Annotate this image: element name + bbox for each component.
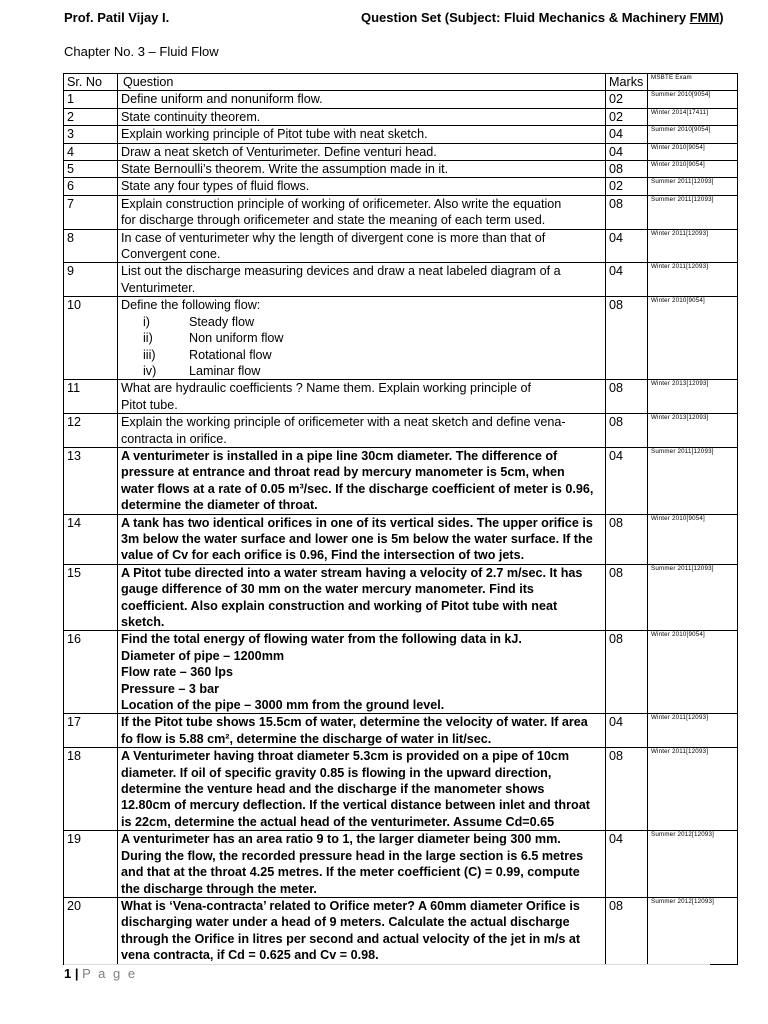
question-line: Explain the working principle of orificemeter with a neat sketch and define vena-	[121, 415, 566, 430]
sr-no-cell: 18	[64, 748, 118, 831]
exam-cell: Summer 2012[12093]	[648, 831, 738, 898]
question-line: determine the diameter of throat.	[121, 498, 318, 513]
marks-cell: 04	[606, 143, 648, 160]
subject-code: FMM	[689, 10, 720, 25]
exam-cell: Summer 2011[12093]	[648, 447, 738, 514]
exam-cell: Winter 2011[12093]	[648, 748, 738, 831]
marks-cell: 04	[606, 714, 648, 748]
table-row	[64, 178, 738, 195]
header-marks: Marks	[606, 74, 648, 91]
question-cell	[118, 380, 606, 414]
marks-cell: 02	[606, 178, 648, 195]
sr-no-cell: 5	[64, 161, 118, 178]
marks-cell: 08	[606, 297, 648, 380]
question-line: for discharge through orificemeter and state the meaning of each term used.	[121, 213, 546, 228]
sub-item-text: Non uniform flow	[189, 331, 284, 346]
question-cell	[118, 414, 606, 448]
sr-no-cell: 6	[64, 178, 118, 195]
question-line: During the flow, the recorded pressure head in the large section is 6.5 metres	[121, 848, 584, 863]
question-line: List out the discharge measuring devices and draw a neat labeled diagram of a	[121, 264, 561, 279]
exam-cell: Summer 2010[9054]	[648, 91, 738, 108]
sub-item	[121, 330, 602, 346]
header-question: Question	[118, 74, 606, 91]
question-line: What are hydraulic coefficients ? Name them. Explain working principle of	[121, 381, 531, 396]
header-sr-no: Sr. No	[64, 74, 118, 91]
marks-cell: 08	[606, 195, 648, 229]
question-cell	[118, 143, 606, 160]
question-cell	[118, 748, 606, 831]
sr-no-cell: 4	[64, 143, 118, 160]
question-line: Pitot tube.	[121, 397, 178, 412]
question-line: coefficient. Also explain construction and working of Pitot tube with neat	[121, 598, 558, 613]
marks-cell: 08	[606, 748, 648, 831]
question-line: If the Pitot tube shows 15.5cm of water, determine the velocity of water. If area	[121, 715, 588, 730]
question-line: A Venturimeter having throat diameter 5.3cm is provided on a pipe of 10cm	[121, 749, 570, 764]
question-line: Explain construction principle of working of orificemeter. Also write the equation	[121, 196, 562, 211]
table-row	[64, 195, 738, 229]
sub-item-text: Rotational flow	[189, 347, 272, 362]
question-line: Venturimeter.	[121, 280, 196, 295]
question-line: is 22cm, determine the actual head of the venturimeter. Assume Cd=0.65	[121, 814, 555, 829]
question-cell	[118, 91, 606, 108]
question-cell	[118, 897, 606, 964]
question-cell	[118, 447, 606, 514]
table-row	[64, 380, 738, 414]
table-row	[64, 831, 738, 898]
question-cell	[118, 297, 606, 380]
table-row	[64, 897, 738, 964]
exam-cell: Winter 2010[9054]	[648, 631, 738, 714]
sr-no-cell: 17	[64, 714, 118, 748]
marks-cell: 08	[606, 380, 648, 414]
exam-cell: Summer 2011[12093]	[648, 564, 738, 631]
sub-item-number: iii)	[143, 347, 156, 362]
question-line: water flows at a rate of 0.05 m³/sec. If the discharge coefficient of meter is 0.96,	[121, 481, 594, 496]
table-row	[64, 108, 738, 125]
marks-cell: 08	[606, 631, 648, 714]
exam-cell: Winter 2011[12093]	[648, 714, 738, 748]
table-row	[64, 714, 738, 748]
page-header	[64, 10, 724, 30]
marks-cell: 04	[606, 831, 648, 898]
question-line: contracta in orifice.	[121, 431, 227, 446]
subject-suffix: )	[719, 10, 724, 25]
marks-cell: 04	[606, 229, 648, 263]
exam-cell: Winter 2014[17411]	[648, 108, 738, 125]
sr-no-cell: 1	[64, 91, 118, 108]
chapter-title: Chapter No. 3 – Fluid Flow	[64, 44, 219, 59]
question-line: discharging water under a head of 9 meters. Calculate the actual discharge	[121, 915, 570, 930]
page-number: 1	[64, 966, 72, 981]
question-line: State Bernoulli’s theorem. Write the assumption made in it.	[121, 162, 449, 177]
sub-item-text: Steady flow	[189, 314, 255, 329]
question-line: the discharge through the meter.	[121, 881, 317, 896]
question-line: Pressure – 3 bar	[121, 681, 220, 696]
question-line: Find the total energy of flowing water from the following data in kJ.	[121, 632, 522, 647]
exam-cell: Winter 2011[12093]	[648, 263, 738, 297]
footer-divider	[64, 964, 710, 965]
page-separator: |	[71, 966, 83, 981]
exam-cell: Winter 2010[9054]	[648, 514, 738, 564]
question-line: gauge difference of 30 mm on the water mercury manometer. Find its	[121, 582, 534, 597]
sr-no-cell: 8	[64, 229, 118, 263]
sr-no-cell: 7	[64, 195, 118, 229]
question-table-body	[64, 91, 738, 964]
question-line: vena contracta, if Cd = 0.625 and Cv = 0.98.	[121, 948, 379, 963]
marks-cell: 04	[606, 447, 648, 514]
sr-no-cell: 16	[64, 631, 118, 714]
exam-cell: Summer 2011[12093]	[648, 178, 738, 195]
table-row	[64, 161, 738, 178]
table-row	[64, 631, 738, 714]
sub-item	[121, 314, 602, 330]
marks-cell: 08	[606, 161, 648, 178]
question-line: In case of venturimeter why the length of divergent cone is more than that of	[121, 230, 546, 245]
table-header-row	[64, 74, 738, 91]
marks-cell: 04	[606, 263, 648, 297]
question-line: and that at the throat 4.25 metres. If the meter coefficient (C) = 0.99, compute	[121, 865, 580, 880]
table-row	[64, 297, 738, 380]
question-cell	[118, 631, 606, 714]
table-row	[64, 514, 738, 564]
sub-item	[121, 363, 602, 379]
exam-cell: Winter 2011[12093]	[648, 229, 738, 263]
question-line: Draw a neat sketch of Venturimeter. Define venturi head.	[121, 144, 437, 159]
question-line: A Pitot tube directed into a water stream having a velocity of 2.7 m/sec. It has	[121, 565, 583, 580]
question-line: A venturimeter is installed in a pipe line 30cm diameter. The difference of	[121, 448, 558, 463]
question-line: Flow rate – 360 lps	[121, 665, 233, 680]
marks-cell: 08	[606, 414, 648, 448]
sr-no-cell: 15	[64, 564, 118, 631]
question-line: Diameter of pipe – 1200mm	[121, 648, 285, 663]
question-cell	[118, 195, 606, 229]
sr-no-cell: 9	[64, 263, 118, 297]
question-line: sketch.	[121, 615, 165, 629]
question-cell	[118, 714, 606, 748]
sr-no-cell: 10	[64, 297, 118, 380]
table-row	[64, 263, 738, 297]
table-row	[64, 126, 738, 143]
question-cell	[118, 514, 606, 564]
table-row	[64, 91, 738, 108]
question-line: What is ‘Vena-contracta’ related to Orifice meter? A 60mm diameter Orifice is	[121, 898, 580, 913]
sub-item-number: ii)	[143, 331, 153, 346]
question-cell	[118, 564, 606, 631]
question-line: Explain working principle of Pitot tube with neat sketch.	[121, 127, 428, 142]
marks-cell: 08	[606, 564, 648, 631]
question-line: Define the following flow:	[121, 298, 261, 313]
marks-cell: 04	[606, 126, 648, 143]
question-line: determine the venture head and the discharge if the manometer shows	[121, 782, 545, 797]
marks-cell: 08	[606, 514, 648, 564]
question-line: A tank has two identical orifices in one of its vertical sides. The upper orifice is	[121, 515, 593, 530]
subject-prefix: Question Set (Subject: Fluid Mechanics & Machinery	[361, 10, 690, 25]
sr-no-cell: 13	[64, 447, 118, 514]
question-cell	[118, 229, 606, 263]
table-row	[64, 229, 738, 263]
question-line: fo flow is 5.88 cm², determine the discharge of water in lit/sec.	[121, 731, 492, 746]
table-row	[64, 143, 738, 160]
question-line: Convergent cone.	[121, 247, 221, 262]
question-cell	[118, 126, 606, 143]
exam-cell: Winter 2013[12093]	[648, 414, 738, 448]
question-line: through the Orifice in litres per second and actual velocity of the jet in m/s at	[121, 931, 581, 946]
sr-no-cell: 14	[64, 514, 118, 564]
marks-cell: 02	[606, 91, 648, 108]
sub-item-text: Laminar flow	[189, 363, 261, 378]
sr-no-cell: 19	[64, 831, 118, 898]
question-line: value of Cv for each orifice is 0.96, Find the intersection of two jets.	[121, 548, 525, 563]
sr-no-cell: 11	[64, 380, 118, 414]
exam-cell: Winter 2010[9054]	[648, 143, 738, 160]
sr-no-cell: 12	[64, 414, 118, 448]
sr-no-cell: 3	[64, 126, 118, 143]
question-cell	[118, 108, 606, 125]
question-cell	[118, 263, 606, 297]
header-exam: MSBTE Exam	[648, 74, 738, 91]
sub-item-number: iv)	[143, 363, 157, 378]
exam-cell: Winter 2010[9054]	[648, 161, 738, 178]
exam-cell: Summer 2012[12093]	[648, 897, 738, 964]
subject-title	[361, 10, 724, 25]
question-cell	[118, 831, 606, 898]
marks-cell: 08	[606, 897, 648, 964]
question-line: Define uniform and nonuniform flow.	[121, 92, 323, 107]
question-line: State continuity theorem.	[121, 109, 261, 124]
exam-cell: Winter 2013[12093]	[648, 380, 738, 414]
question-line: A venturimeter has an area ratio 9 to 1, the larger diameter being 300 mm.	[121, 832, 561, 847]
sub-item-number: i)	[143, 314, 150, 329]
sr-no-cell: 2	[64, 108, 118, 125]
table-row	[64, 414, 738, 448]
marks-cell: 02	[606, 108, 648, 125]
page-footer	[64, 966, 137, 981]
table-row	[64, 748, 738, 831]
question-line: diameter. If oil of specific gravity 0.85 is flowing in the upward direction,	[121, 765, 552, 780]
author-name: Prof. Patil Vijay I.	[64, 10, 170, 25]
sub-item	[121, 347, 602, 363]
exam-cell: Summer 2010[9054]	[648, 126, 738, 143]
exam-cell: Winter 2010[9054]	[648, 297, 738, 380]
question-line: pressure at entrance and throat read by mercury manometer is 5cm, when	[121, 465, 565, 480]
question-table	[63, 73, 738, 965]
question-line: 12.80cm of mercury deflection. If the vertical distance between inlet and throat	[121, 798, 590, 813]
question-line: 3m below the water surface and lower one is 5m below the water surface. If the	[121, 531, 593, 546]
table-row	[64, 447, 738, 514]
question-cell	[118, 161, 606, 178]
question-cell	[118, 178, 606, 195]
sr-no-cell: 20	[64, 897, 118, 964]
page-label: P a g e	[82, 966, 138, 981]
question-line: State any four types of fluid flows.	[121, 179, 310, 194]
exam-cell: Summer 2011[12093]	[648, 195, 738, 229]
table-row	[64, 564, 738, 631]
question-line: Location of the pipe – 3000 mm from the ground level.	[121, 698, 445, 713]
